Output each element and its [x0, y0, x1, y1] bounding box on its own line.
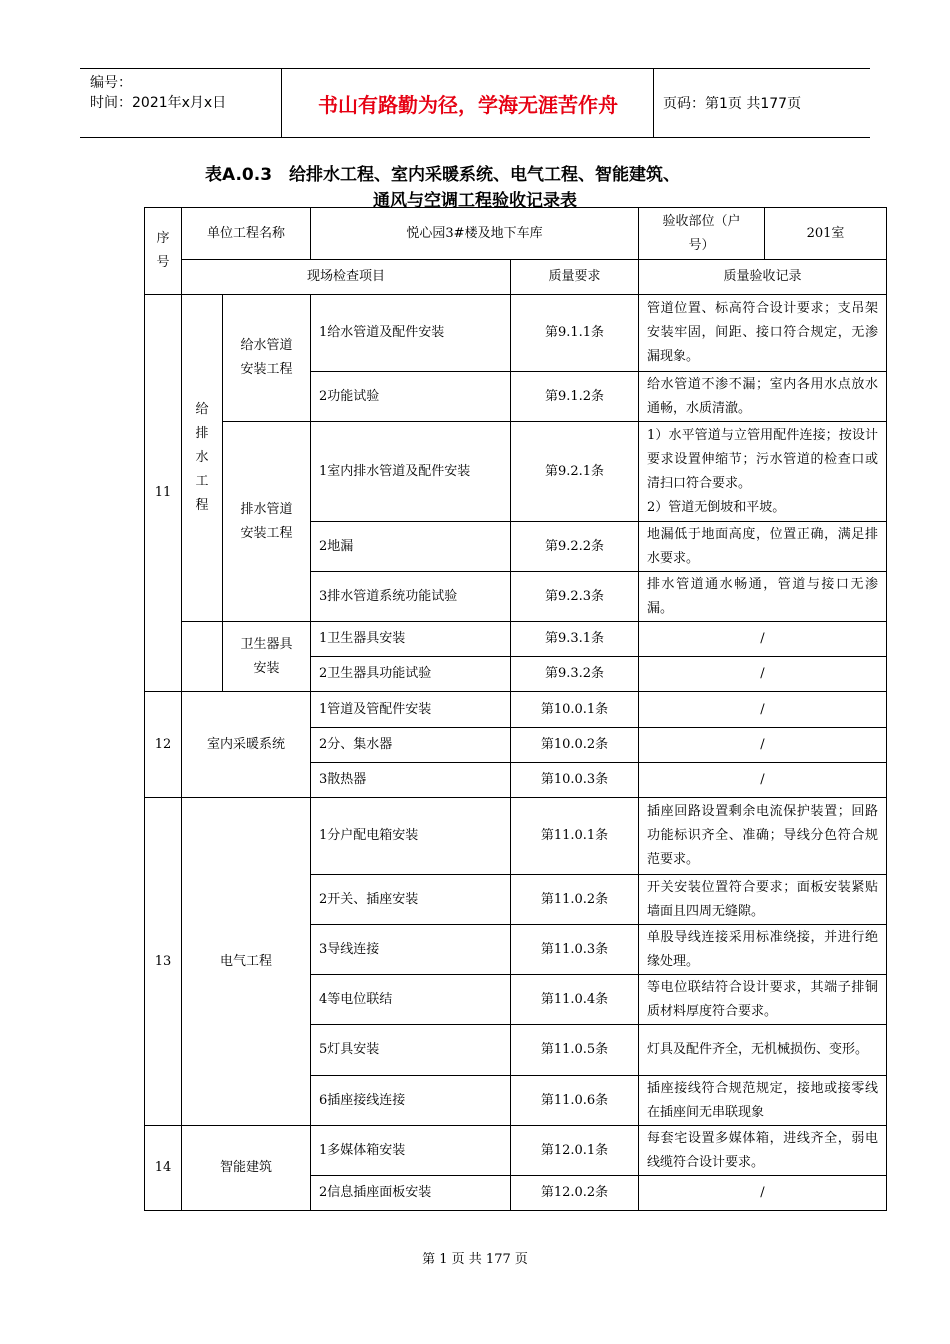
record-line: 1）水平管道与立管用配件连接；按设计要求设置伸缩节；污水管道的检查口或清扫口符合要求。 — [647, 427, 878, 491]
record-cell: / — [639, 763, 887, 798]
record-cell: 插座接线符合规范规定，接地或接零线在插座间无串联现象 — [639, 1076, 887, 1126]
group-name-continued — [182, 622, 223, 692]
requirement-cell: 第9.1.2条 — [511, 372, 639, 422]
table-row — [145, 692, 887, 728]
record-cell — [639, 422, 887, 522]
requirement-cell: 第9.3.2条 — [511, 657, 639, 692]
item-cell: 3散热器 — [311, 763, 511, 798]
header-meta — [90, 73, 226, 113]
record-cell: / — [639, 692, 887, 728]
item-cell: 1给水管道及配件安装 — [311, 295, 511, 372]
item-cell: 1分户配电箱安装 — [311, 798, 511, 875]
page-footer: 第 1 页 共 177 页 — [422, 1252, 528, 1267]
item-cell: 2开关、插座安装 — [311, 875, 511, 925]
item-cell: 5灯具安装 — [311, 1025, 511, 1076]
table-row — [145, 798, 887, 875]
item-cell: 1多媒体箱安装 — [311, 1126, 511, 1176]
requirement-cell: 第11.0.4条 — [511, 975, 639, 1025]
item-cell: 1卫生器具安装 — [311, 622, 511, 657]
item-cell: 6插座接线连接 — [311, 1076, 511, 1126]
requirement-cell: 第11.0.3条 — [511, 925, 639, 975]
group-number: 14 — [145, 1126, 182, 1211]
doc-number-label: 编号： — [90, 75, 132, 91]
requirement-cell: 第11.0.2条 — [511, 875, 639, 925]
item-cell: 2信息插座面板安装 — [311, 1176, 511, 1211]
record-cell: / — [639, 657, 887, 692]
requirement-cell: 第10.0.3条 — [511, 763, 639, 798]
requirement-cell: 第11.0.1条 — [511, 798, 639, 875]
inspection-part-value: 201室 — [765, 208, 887, 260]
item-cell: 1室内排水管道及配件安装 — [311, 422, 511, 522]
item-cell: 4等电位联结 — [311, 975, 511, 1025]
unit-name-value: 悦心园3#楼及地下车库 — [311, 208, 639, 260]
subgroup-name: 给水管道安装工程 — [223, 295, 311, 422]
inspection-table — [144, 207, 887, 1211]
record-cell: 等电位联结符合设计要求，其端子排铜质材料厚度符合要求。 — [639, 975, 887, 1025]
header-page-info: 页码：第1页 共177页 — [663, 96, 802, 112]
requirement-header: 质量要求 — [511, 260, 639, 295]
header-divider — [653, 69, 654, 137]
record-cell: 每套宅设置多媒体箱，进线齐全，弱电线缆符合设计要求。 — [639, 1126, 887, 1176]
group-name: 电气工程 — [182, 798, 311, 1126]
table-row — [145, 422, 887, 522]
group-name: 智能建筑 — [182, 1126, 311, 1211]
item-cell: 3排水管道系统功能试验 — [311, 572, 511, 622]
seq-header — [145, 208, 182, 295]
record-cell: 排水管道通水畅通，管道与接口无渗漏。 — [639, 572, 887, 622]
record-cell: 灯具及配件齐全，无机械损伤、变形。 — [639, 1025, 887, 1076]
unit-name-label: 单位工程名称 — [182, 208, 311, 260]
requirement-cell: 第9.2.2条 — [511, 522, 639, 572]
header-row — [145, 208, 887, 260]
record-cell: 地漏低于地面高度，位置正确，满足排水要求。 — [639, 522, 887, 572]
header-motto: 书山有路勤为径，学海无涯苦作舟 — [318, 92, 618, 117]
item-header: 现场检查项目 — [182, 260, 511, 295]
subgroup-name: 卫生器具安装 — [223, 622, 311, 692]
requirement-cell: 第10.0.1条 — [511, 692, 639, 728]
record-header: 质量验收记录 — [639, 260, 887, 295]
table-title-line2: 通风与空调工程验收记录表 — [373, 191, 577, 211]
group-number: 11 — [145, 295, 182, 692]
item-cell: 2地漏 — [311, 522, 511, 572]
item-cell: 1管道及管配件安装 — [311, 692, 511, 728]
requirement-cell: 第10.0.2条 — [511, 728, 639, 763]
record-cell: 插座回路设置剩余电流保护装置；回路功能标识齐全、准确；导线分色符合规范要求。 — [639, 798, 887, 875]
table-row — [145, 1126, 887, 1176]
inspection-part-label: 验收部位（户号） — [639, 208, 765, 260]
item-cell: 2功能试验 — [311, 372, 511, 422]
group-number: 12 — [145, 692, 182, 798]
item-cell: 2分、集水器 — [311, 728, 511, 763]
record-cell: / — [639, 1176, 887, 1211]
record-cell: 管道位置、标高符合设计要求；支吊架安装牢固，间距、接口符合规定，无渗漏现象。 — [639, 295, 887, 372]
table-row — [145, 622, 887, 657]
requirement-cell: 第9.3.1条 — [511, 622, 639, 657]
requirement-cell: 第11.0.5条 — [511, 1025, 639, 1076]
item-cell: 3导线连接 — [311, 925, 511, 975]
page-header — [80, 68, 870, 138]
record-cell: / — [639, 622, 887, 657]
record-cell: 开关安装位置符合要求；面板安装紧贴墙面且四周无缝隙。 — [639, 875, 887, 925]
record-line: 2）管道无倒坡和平坡。 — [647, 499, 786, 515]
requirement-cell: 第11.0.6条 — [511, 1076, 639, 1126]
requirement-cell: 第12.0.2条 — [511, 1176, 639, 1211]
record-cell: 给水管道不渗不漏；室内各用水点放水通畅，水质清澈。 — [639, 372, 887, 422]
subgroup-name: 排水管道安装工程 — [223, 422, 311, 622]
requirement-cell: 第12.0.1条 — [511, 1126, 639, 1176]
item-cell: 2卫生器具功能试验 — [311, 657, 511, 692]
group-name — [182, 295, 223, 622]
group-name-text: 给排水工程 — [195, 402, 209, 513]
table-title-line1: 表A.0.3 给排水工程、室内采暖系统、电气工程、智能建筑、 — [205, 165, 681, 185]
requirement-cell: 第9.2.1条 — [511, 422, 639, 522]
group-number: 13 — [145, 798, 182, 1126]
doc-date: 时间：2021年x月x日 — [90, 95, 227, 111]
seq-header-text: 序号 — [156, 231, 170, 270]
requirement-cell: 第9.1.1条 — [511, 295, 639, 372]
table-row — [145, 295, 887, 372]
group-name: 室内采暖系统 — [182, 692, 311, 798]
column-header-row — [145, 260, 887, 295]
record-cell: 单股导线连接采用标准绕接，并进行绝缘处理。 — [639, 925, 887, 975]
requirement-cell: 第9.2.3条 — [511, 572, 639, 622]
record-cell: / — [639, 728, 887, 763]
